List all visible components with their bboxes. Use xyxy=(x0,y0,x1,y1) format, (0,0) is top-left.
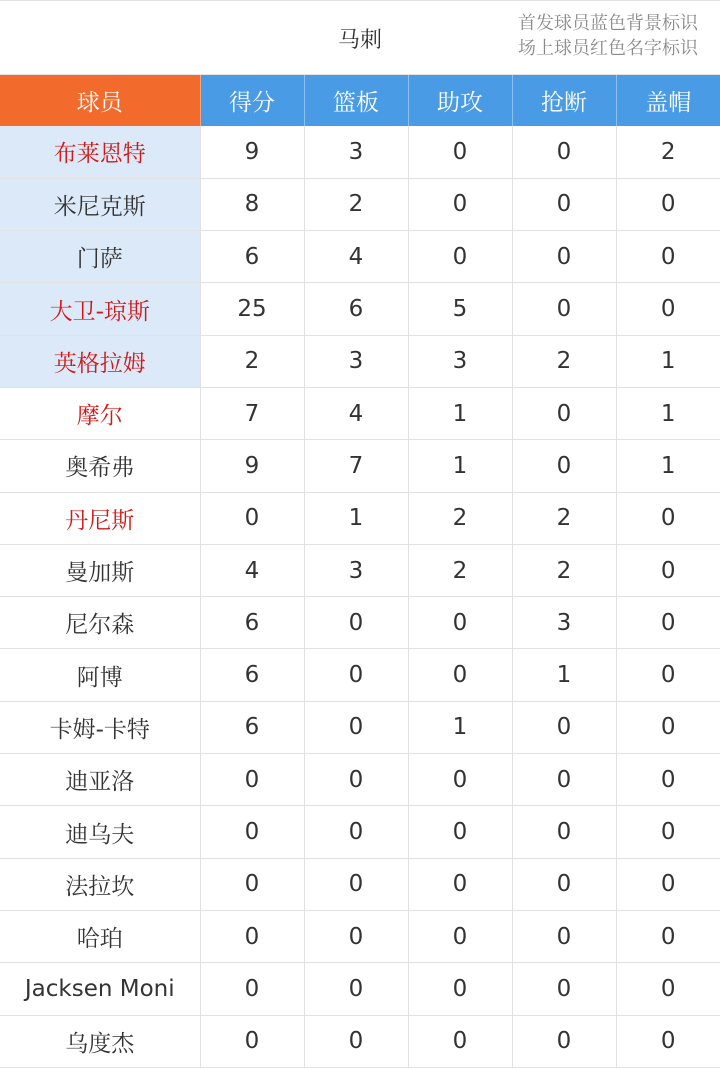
stat-blocks: 1 xyxy=(616,335,720,387)
stat-points: 8 xyxy=(200,178,304,230)
column-header-assists[interactable]: 助攻 xyxy=(408,75,512,126)
stat-assists: 0 xyxy=(408,178,512,230)
stat-steals: 0 xyxy=(512,701,616,753)
stat-steals: 2 xyxy=(512,492,616,544)
table-row[interactable] xyxy=(0,387,720,439)
stat-points: 0 xyxy=(200,1015,304,1067)
stat-rebounds: 3 xyxy=(304,544,408,596)
table-row[interactable] xyxy=(0,910,720,962)
stat-points: 0 xyxy=(200,754,304,806)
stat-points: 9 xyxy=(200,126,304,178)
table-row[interactable] xyxy=(0,597,720,649)
column-header-rebounds[interactable]: 篮板 xyxy=(304,75,408,126)
stat-assists: 0 xyxy=(408,126,512,178)
player-name[interactable]: 大卫-琼斯 xyxy=(0,283,200,335)
stat-points: 0 xyxy=(200,910,304,962)
stat-rebounds: 0 xyxy=(304,754,408,806)
stat-steals: 0 xyxy=(512,231,616,283)
stat-assists: 0 xyxy=(408,231,512,283)
table-row[interactable] xyxy=(0,178,720,230)
player-name[interactable]: 英格拉姆 xyxy=(0,335,200,387)
stat-steals: 0 xyxy=(512,1015,616,1067)
stat-blocks: 0 xyxy=(616,858,720,910)
stat-rebounds: 0 xyxy=(304,701,408,753)
player-name[interactable]: Jacksen Moni xyxy=(0,963,200,1015)
column-header-points[interactable]: 得分 xyxy=(200,75,304,126)
stat-rebounds: 0 xyxy=(304,858,408,910)
table-row[interactable] xyxy=(0,649,720,701)
stat-blocks: 0 xyxy=(616,754,720,806)
stat-rebounds: 4 xyxy=(304,387,408,439)
legend-oncourt-text: 场上球员红色名字标识 xyxy=(518,38,698,59)
stat-rebounds: 1 xyxy=(304,492,408,544)
stat-rebounds: 2 xyxy=(304,178,408,230)
stat-blocks: 0 xyxy=(616,806,720,858)
stat-assists: 3 xyxy=(408,335,512,387)
table-row[interactable] xyxy=(0,231,720,283)
player-name[interactable]: 曼加斯 xyxy=(0,544,200,596)
stat-blocks: 1 xyxy=(616,387,720,439)
stat-blocks: 0 xyxy=(616,283,720,335)
table-row[interactable] xyxy=(0,126,720,178)
stat-points: 0 xyxy=(200,492,304,544)
stat-steals: 2 xyxy=(512,544,616,596)
stat-rebounds: 0 xyxy=(304,597,408,649)
stat-assists: 0 xyxy=(408,649,512,701)
stat-points: 0 xyxy=(200,858,304,910)
stat-blocks: 0 xyxy=(616,649,720,701)
column-header-steals[interactable]: 抢断 xyxy=(512,75,616,126)
stat-rebounds: 7 xyxy=(304,440,408,492)
table-row[interactable] xyxy=(0,1015,720,1067)
player-name[interactable]: 阿博 xyxy=(0,649,200,701)
legend-starter-text: 首发球员蓝色背景标识 xyxy=(518,13,698,34)
stat-assists: 0 xyxy=(408,597,512,649)
stat-blocks: 0 xyxy=(616,492,720,544)
stat-assists: 2 xyxy=(408,492,512,544)
table-row[interactable] xyxy=(0,544,720,596)
column-header-blocks[interactable]: 盖帽 xyxy=(616,75,720,126)
stat-blocks: 1 xyxy=(616,440,720,492)
table-row[interactable] xyxy=(0,335,720,387)
stat-assists: 1 xyxy=(408,701,512,753)
stat-points: 6 xyxy=(200,649,304,701)
table-row[interactable] xyxy=(0,806,720,858)
stat-rebounds: 0 xyxy=(304,649,408,701)
stat-assists: 5 xyxy=(408,283,512,335)
stat-assists: 0 xyxy=(408,754,512,806)
table-row[interactable] xyxy=(0,440,720,492)
stat-steals: 1 xyxy=(512,649,616,701)
table-row[interactable] xyxy=(0,701,720,753)
player-name[interactable]: 尼尔森 xyxy=(0,597,200,649)
stat-points: 6 xyxy=(200,597,304,649)
player-name[interactable]: 哈珀 xyxy=(0,910,200,962)
stat-assists: 1 xyxy=(408,440,512,492)
stat-steals: 0 xyxy=(512,858,616,910)
player-name[interactable]: 法拉坎 xyxy=(0,858,200,910)
stat-assists: 0 xyxy=(408,806,512,858)
stat-rebounds: 3 xyxy=(304,126,408,178)
table-row[interactable] xyxy=(0,283,720,335)
stat-blocks: 0 xyxy=(616,178,720,230)
stat-rebounds: 6 xyxy=(304,283,408,335)
stat-assists: 2 xyxy=(408,544,512,596)
stat-steals: 0 xyxy=(512,283,616,335)
legend-note xyxy=(518,11,720,61)
stat-points: 9 xyxy=(200,440,304,492)
player-name[interactable]: 米尼克斯 xyxy=(0,178,200,230)
player-name[interactable]: 奥希弗 xyxy=(0,440,200,492)
stat-blocks: 0 xyxy=(616,910,720,962)
player-name[interactable]: 乌度杰 xyxy=(0,1015,200,1067)
stat-points: 7 xyxy=(200,387,304,439)
box-score-table xyxy=(0,75,720,1068)
stat-rebounds: 3 xyxy=(304,335,408,387)
player-name[interactable]: 摩尔 xyxy=(0,387,200,439)
stat-steals: 0 xyxy=(512,387,616,439)
column-header-player[interactable]: 球员 xyxy=(0,75,200,126)
stat-points: 0 xyxy=(200,806,304,858)
player-name[interactable]: 丹尼斯 xyxy=(0,492,200,544)
stat-rebounds: 0 xyxy=(304,963,408,1015)
stat-points: 0 xyxy=(200,963,304,1015)
player-name[interactable]: 卡姆-卡特 xyxy=(0,701,200,753)
stat-blocks: 0 xyxy=(616,544,720,596)
stat-assists: 1 xyxy=(408,387,512,439)
stat-rebounds: 0 xyxy=(304,806,408,858)
team-header xyxy=(0,0,720,75)
player-name[interactable]: 布莱恩特 xyxy=(0,126,200,178)
stat-assists: 0 xyxy=(408,1015,512,1067)
table-row[interactable] xyxy=(0,858,720,910)
stat-steals: 3 xyxy=(512,597,616,649)
player-name[interactable]: 迪乌夫 xyxy=(0,806,200,858)
stat-steals: 0 xyxy=(512,178,616,230)
table-row[interactable] xyxy=(0,963,720,1015)
stat-points: 25 xyxy=(200,283,304,335)
stat-points: 2 xyxy=(200,335,304,387)
stat-steals: 2 xyxy=(512,335,616,387)
team-name: 马刺 xyxy=(337,28,382,53)
stat-points: 6 xyxy=(200,231,304,283)
player-name[interactable]: 迪亚洛 xyxy=(0,754,200,806)
stat-rebounds: 0 xyxy=(304,1015,408,1067)
stat-assists: 0 xyxy=(408,858,512,910)
stat-steals: 0 xyxy=(512,754,616,806)
stat-blocks: 0 xyxy=(616,231,720,283)
stat-steals: 0 xyxy=(512,126,616,178)
stat-assists: 0 xyxy=(408,963,512,1015)
table-row[interactable] xyxy=(0,754,720,806)
stat-rebounds: 4 xyxy=(304,231,408,283)
stat-assists: 0 xyxy=(408,910,512,962)
header-row xyxy=(0,75,720,126)
player-name[interactable]: 门萨 xyxy=(0,231,200,283)
stat-blocks: 2 xyxy=(616,126,720,178)
stat-steals: 0 xyxy=(512,806,616,858)
table-row[interactable] xyxy=(0,492,720,544)
stat-rebounds: 0 xyxy=(304,910,408,962)
stat-points: 4 xyxy=(200,544,304,596)
stat-blocks: 0 xyxy=(616,597,720,649)
stat-steals: 0 xyxy=(512,963,616,1015)
stat-steals: 0 xyxy=(512,910,616,962)
stat-blocks: 0 xyxy=(616,963,720,1015)
stat-steals: 0 xyxy=(512,440,616,492)
stat-points: 6 xyxy=(200,701,304,753)
stat-blocks: 0 xyxy=(616,701,720,753)
stat-blocks: 0 xyxy=(616,1015,720,1067)
